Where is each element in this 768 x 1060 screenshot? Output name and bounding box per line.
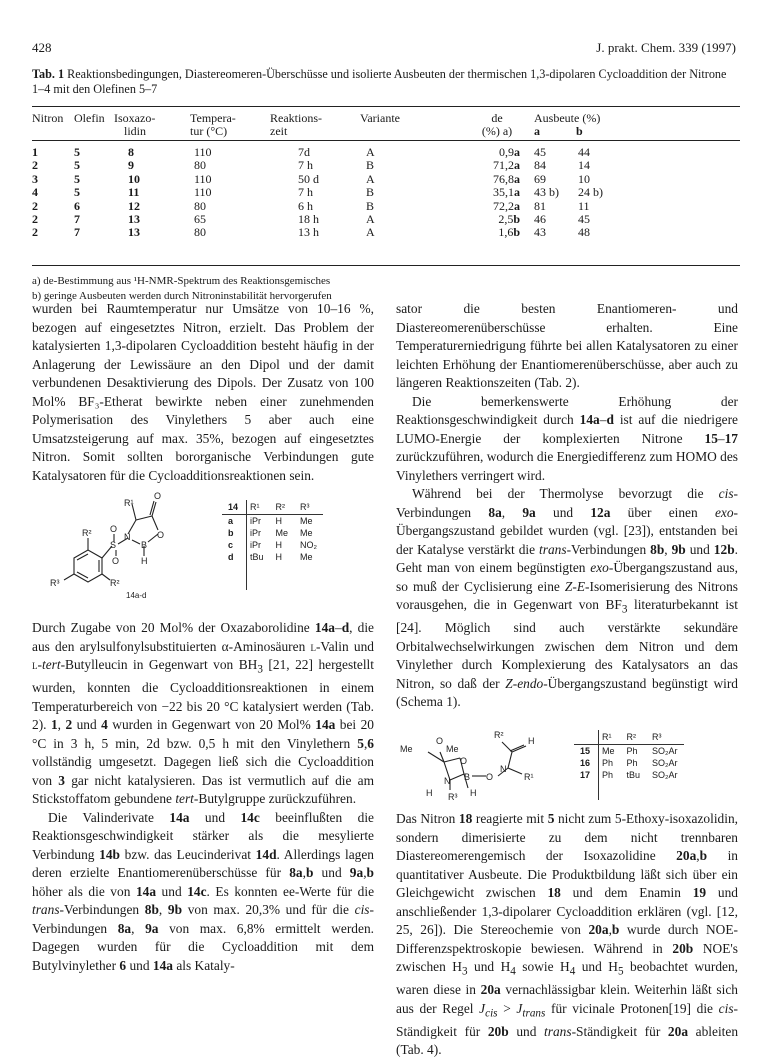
mini14-cell: c (228, 540, 234, 550)
table-cell-temp: 110 (194, 171, 212, 186)
mini15-row (574, 769, 684, 781)
atom-H-right-15: H (470, 788, 477, 798)
atom-R3-15: R³ (448, 792, 458, 802)
mini14-cell: a (228, 516, 234, 526)
th-variante: Variante (360, 111, 400, 125)
journal-reference: J. prakt. Chem. 339 (1997) (596, 40, 736, 55)
th-isoxazolidin: Isoxazo- lidin (114, 111, 156, 139)
substituent-table-14 (222, 500, 323, 563)
substituent-table-15 (574, 730, 684, 781)
table-cell-zeit: 18 h (298, 212, 319, 227)
left-paragraph-2: Durch Zugabe von 20 Mol% der Oxazaborolidine 14a–d, die aus den arylsulfonylsubstituierten α-Aminosäuren l-Valin und l-tert-Butylleucin in Gegenwart von $BH_3$ [21, 22] hergestellt wurden, konnten die Cycloadditionsreaktionen in einem Temperaturbereich von −22 bis 20 °C katalysiert werden (Tab. 2). 1, 2 und 4 wurden in Gegenwart von 20 Mol% 14a bei 20 °C in 3 h, 5 min, 2d bzw. 0,5 h mit den Vinylethern 5,6 vollständig umgesetzt. Dagegen ließ sich die Cycloaddition von 3 gar nicht katalysieren. Das ist vermutlich auf die am Stickstoffatom gebundene tert-Butylgruppe zurückzuführen. (32, 620, 375, 807)
table-cell-temp: 110 (194, 145, 212, 159)
benzene-ring (74, 550, 102, 582)
table-cell-b: 24 b) (578, 185, 603, 200)
table-cell-nitron: 1 (32, 145, 38, 159)
table-row (32, 213, 740, 226)
mini15-row (574, 757, 684, 769)
atom-O-ring-14: O (157, 530, 165, 540)
table-cell-temp: 65 (194, 212, 206, 227)
mini14-header-0: 14 (228, 502, 239, 512)
results-table (32, 112, 740, 240)
table-cell-de: 72,2a (493, 198, 520, 213)
mini14-cell: iPr (250, 516, 262, 526)
table-cell-b: 45 (578, 212, 590, 227)
table-cell-isox: 9 (128, 158, 134, 173)
table-cell-isox: 11 (128, 185, 140, 200)
mini14-cell: b (228, 528, 234, 538)
table-cell-b: 48 (578, 225, 590, 240)
atom-R2-15: R² (494, 730, 504, 740)
table-cell-nitron: 3 (32, 171, 38, 186)
table-cell-olefin: 7 (74, 212, 80, 227)
atom-O-sulfonyl-bottom-14: O (112, 556, 120, 566)
atom-R3-14: R³ (50, 578, 60, 588)
atom-O-carbonyl-14: O (154, 491, 162, 501)
table-cell-b: 10 (578, 171, 590, 186)
mini15-cell: 16 (580, 758, 591, 768)
table-cell-var: B (366, 198, 375, 213)
atom-Me-15: Me (400, 744, 413, 754)
table-cell-nitron: 2 (32, 225, 38, 240)
table-row (32, 173, 740, 186)
structure-14-label: 14a-d (126, 591, 147, 600)
table-cell-var: B (366, 158, 375, 173)
table-caption (32, 67, 740, 97)
mini14-cell: Me (300, 528, 313, 538)
mini15-cell: SO₂Ar (652, 746, 678, 756)
table-cell-nitron: 2 (32, 198, 38, 213)
mini14-header-1: R¹ (250, 502, 260, 512)
th-ausbeute: Ausbeute (%) a b (534, 111, 601, 139)
footnote-a: a) de-Bestimmung aus ¹H-NMR-Spektrum des Reaktionsgemisches (32, 275, 331, 287)
mini15-cell: 17 (580, 770, 591, 780)
table-cell-zeit: 7d (298, 145, 310, 159)
mini14-cell: Me (300, 516, 313, 526)
table-cell-de: 35,1a (493, 185, 520, 200)
mini15-cell: SO₂Ar (652, 770, 678, 780)
right-column-bottom (396, 810, 738, 1060)
table-cell-b: 14 (578, 158, 590, 173)
mini14-cell: Me (300, 552, 313, 562)
atom-B-15: B (464, 772, 471, 782)
table-cell-temp: 80 (194, 225, 206, 240)
table-cell-a: 43 b) (534, 185, 559, 200)
table-cell-olefin: 5 (74, 158, 80, 173)
mini15-cell: Ph (626, 746, 638, 756)
table-cell-de: 1,6b (498, 225, 520, 240)
right-paragraph-4: Das Nitron 18 reagierte mit 5 nicht zum 5-Ethoxy-isoxazolidin, sondern dimerisierte zu dem nicht trennbaren Diastereomerengemisch der Isoxazolidine 20a,b in quantitativer Ausbeute. Die Produktbildung läßt sich über ein Gleichgewicht zwischen 18 und dem Enamin 19 und anschließender 1,3-dipolarer Cycloaddition erklären (vgl. [12, 25, 26]). Die Stereochemie von 20a,b wurde durch NOE-Differenzspektroskopie bewiesen. Während in 20b NOE's zwischen $H_3$ und $H_4$ sowie $H_4$ und $H_5$ beobachtet wurden, waren diese in 20a vernachlässigbar klein. Weiterhin läßt sich aus der Regel $J_{cis} > J_{trans}$ für vicinale Protonen[19] die cis-Ständigkeit für 20b und trans-Ständigkeit für 20a ableiten (Tab. 4). (396, 811, 739, 1058)
atom-R2-bottom-14: R² (110, 578, 120, 588)
table-cell-a: 45 (534, 145, 546, 159)
th-nitron: Nitron (32, 111, 64, 125)
table-cell-olefin: 5 (74, 185, 80, 200)
table-cell-a: 84 (534, 158, 546, 173)
table-cell-isox: 13 (128, 225, 140, 240)
mini14-cell: iPr (250, 540, 262, 550)
table-body (32, 146, 740, 240)
atom-O-nitrone-15: O (486, 772, 494, 782)
table-cell-nitron: 4 (32, 185, 38, 200)
table-label: Tab. 1 (32, 67, 65, 81)
table-caption-text: Reaktionsbedingungen, Diastereomeren-Überschüsse und isolierte Ausbeuten der thermischen 1,3-dipolaren Cycloaddition der Nitrone 1–4 mit den Olefinen 5–7 (32, 67, 727, 96)
table-row (32, 200, 740, 213)
mini14-cell: Me (275, 528, 289, 538)
table-cell-zeit: 6 h (298, 198, 313, 213)
table-cell-isox: 8 (128, 145, 134, 159)
atom-S-14: S (110, 540, 117, 550)
table-cell-isox: 13 (128, 212, 140, 227)
left-paragraph-1: wurden bei Raumtemperatur nur Umsätze von 10–16 %, bezogen auf eingesetztes Nitron, erzielt. Das Problem der katalysierten 1,3-dipolaren Cycloaddition besteht häufig in der Anlagerung der Lewissäure an den Dipol und der damit verbundenen Desaktivierung des Dipols. Der Zusatz von 100 Mol% BF₃-Etherat bewirkte neben einer zunehmenden Polymerisation des Vinylethers 5 aber auch eine Umsatzsteigerung auf max. 35%, bezogen auf eingesetztes Nitron. Somit sollten bororganische Verbindungen gute Katalysatoren für die Cycloadditionsreaktionen sein. (32, 301, 374, 483)
mini14-row (222, 539, 323, 551)
atom-H-left-15: H (426, 788, 433, 798)
table-cell-zeit: 50 d (298, 171, 319, 186)
page-header (32, 40, 736, 56)
table-cell-olefin: 6 (74, 198, 80, 213)
mini15-header-0 (574, 730, 596, 745)
atom-O-carbonyl-15: O (436, 736, 444, 746)
mini15-header-2: R² (626, 732, 637, 742)
th-olefin: Olefin (74, 111, 105, 125)
table-cell-var: A (366, 212, 375, 227)
table-cell-a: 46 (534, 212, 546, 227)
table-cell-a: 69 (534, 171, 546, 186)
atom-H-14: H (141, 556, 148, 566)
table-cell-nitron: 2 (32, 158, 38, 173)
atom-O-ring-15: O (460, 756, 468, 766)
mini15-cell: tBu (626, 770, 641, 780)
table-cell-var: A (366, 171, 375, 186)
table-row (32, 159, 740, 172)
mini-table-15-divider (598, 730, 599, 800)
table-row (32, 146, 740, 159)
table-cell-zeit: 7 h (298, 158, 313, 173)
atom-N-14: N (124, 532, 131, 542)
table-cell-de: 76,8a (493, 171, 520, 186)
table-cell-a: 81 (534, 198, 546, 213)
right-paragraph-3: Während bei der Thermolyse bevorzugt die cis-Verbindungen 8a, 9a und 12a über einen exo-Übergangszustand gebildet wurden (vgl. [23]), entstanden bei der Katalyse verstärkt die trans-Verbindungen 8b, 9b und 12b. Geht man von einem begünstigten exo-Übergangszustand aus, so muß der Cyclisierung eine Z-E-Isomerisierung des Nitrons vorausgehen, die in Gegenwart von $BF_3$ literaturbekannt ist [24]. Möglich sind auch verstärkte sekundäre Orbitalwechselwirkungen zwischen dem Nitron und dem Vinylether durch Komplexierung des Katalysators an das Nitron, so daß der Z-endo-Übergangszustand begünstigt wird (Schema 1). (396, 486, 739, 710)
mini14-header-2: R² (275, 502, 286, 512)
right-paragraph-2: Die bemerkenswerte Erhöhung der Reaktionsgeschwindigkeit durch 14a–d ist auf die niedrigere LUMO-Energie der komplexierten Nitrone 15–17 zurückzuführen, wodurch die Energiedifferenz zum HOMO des Vinylethers verringert wird. (396, 393, 738, 483)
mini15-cell: 15 (580, 746, 591, 756)
atom-Me2-15: Me (446, 744, 459, 754)
mini14-cell: tBu (250, 552, 264, 562)
table-cell-temp: 110 (194, 185, 212, 200)
right-paragraph-1: sator die besten Enantiomeren- und Diastereomerenüberschüsse erhalten. Eine Temperaturerniedrigung führte bei allen Katalysatoren zu einer leichten Erhöhung der Enantiomerenüberschüsse, aber auch zu längeren Reaktionszeiten (Tab. 2). (396, 301, 738, 390)
table-cell-a: 43 (534, 225, 546, 240)
atom-O-sulfonyl-top-14: O (110, 524, 118, 534)
mini14-cell: H (275, 516, 283, 526)
left-column-top (32, 300, 374, 485)
mini15-cell: Ph (602, 758, 614, 768)
mini14-row (222, 527, 323, 539)
table-bottom-rule (32, 265, 740, 266)
mini14-header-3: R³ (300, 502, 310, 512)
left-column-bottom (32, 619, 374, 975)
table-cell-b: 11 (578, 198, 590, 213)
table-row (32, 186, 740, 199)
table-cell-var: A (366, 225, 375, 240)
page-number: 428 (32, 40, 52, 55)
mini15-cell: Ph (626, 758, 638, 768)
mini15-header-3: R³ (652, 732, 662, 742)
table-row (32, 226, 740, 239)
mini14-cell: d (228, 552, 234, 562)
mini15-header-1: R¹ (602, 732, 612, 742)
table-cell-temp: 80 (194, 198, 206, 213)
right-column-top (396, 300, 738, 712)
table-cell-olefin: 5 (74, 171, 80, 186)
table-cell-isox: 12 (128, 198, 140, 213)
atom-N-15: N (500, 764, 507, 774)
atom-R2-top-14: R² (82, 528, 92, 538)
th-temperatur: Tempera- tur (°C) (190, 111, 236, 139)
mini15-cell: Me (602, 746, 615, 756)
atom-R1-14: R¹ (124, 498, 134, 508)
atom-N-ring-15: N (444, 776, 451, 786)
left-paragraph-3: Die Valinderivate 14a und 14c beeinflußten die Reaktionsgeschwindigkeit stärker als die mesylierte Verbindung 14b bzw. das Leucinderivat 14d. Allerdings lagen deren erzielte Enantiomerenüberschüsse für 8a,b und 9a,b höher als die von 14a und 14c. Es konnten ee-Werte für die trans-Verbindungen 8b, 9b von max. 20,3% und für die cis-Verbindungen 8a, 9a von max. 6,8% ermittelt werden. Dagegen wurden für die Cycloaddition mit dem Butylvinylether 6 und 14a als Kataly- (32, 809, 375, 973)
mini14-row (222, 515, 323, 528)
table-header-row (32, 112, 740, 142)
mini15-cell: Ph (602, 770, 614, 780)
th-reaktionszeit: Reaktions- zeit (270, 111, 322, 139)
table-cell-olefin: 7 (74, 225, 80, 240)
mini14-cell: NO₂ (300, 540, 318, 550)
atom-B-14: B (141, 540, 148, 550)
table-cell-temp: 80 (194, 158, 206, 173)
mini14-row (222, 551, 323, 563)
atom-R1-15: R¹ (524, 772, 534, 782)
table-cell-zeit: 7 h (298, 185, 313, 200)
table-top-rule (32, 106, 740, 107)
table-cell-de: 71,2a (493, 158, 520, 173)
table-cell-olefin: 5 (74, 145, 80, 159)
structure-15-17-diagram (398, 722, 558, 802)
footnote-b: b) geringe Ausbeuten werden durch Nitroninstabilität hervorgerufen (32, 290, 332, 302)
table-cell-de: 2,5b (498, 212, 520, 227)
mini15-cell: SO₂Ar (652, 758, 678, 768)
th-de: de (%) a) (481, 111, 513, 139)
table-cell-isox: 10 (128, 171, 140, 186)
mini14-cell: H (275, 552, 283, 562)
structure-14-diagram (44, 482, 204, 600)
table-cell-de: 0,9a (499, 145, 520, 159)
mini15-row (574, 745, 684, 758)
mini14-cell: H (275, 540, 283, 550)
mini14-cell: iPr (250, 528, 262, 538)
table-cell-b: 44 (578, 145, 590, 159)
table-cell-var: A (366, 145, 375, 159)
atom-H-top-15: H (528, 736, 535, 746)
table-cell-var: B (366, 185, 375, 200)
table-cell-nitron: 2 (32, 212, 38, 227)
mini-table-14-divider (246, 500, 247, 590)
table-cell-zeit: 13 h (298, 225, 319, 240)
